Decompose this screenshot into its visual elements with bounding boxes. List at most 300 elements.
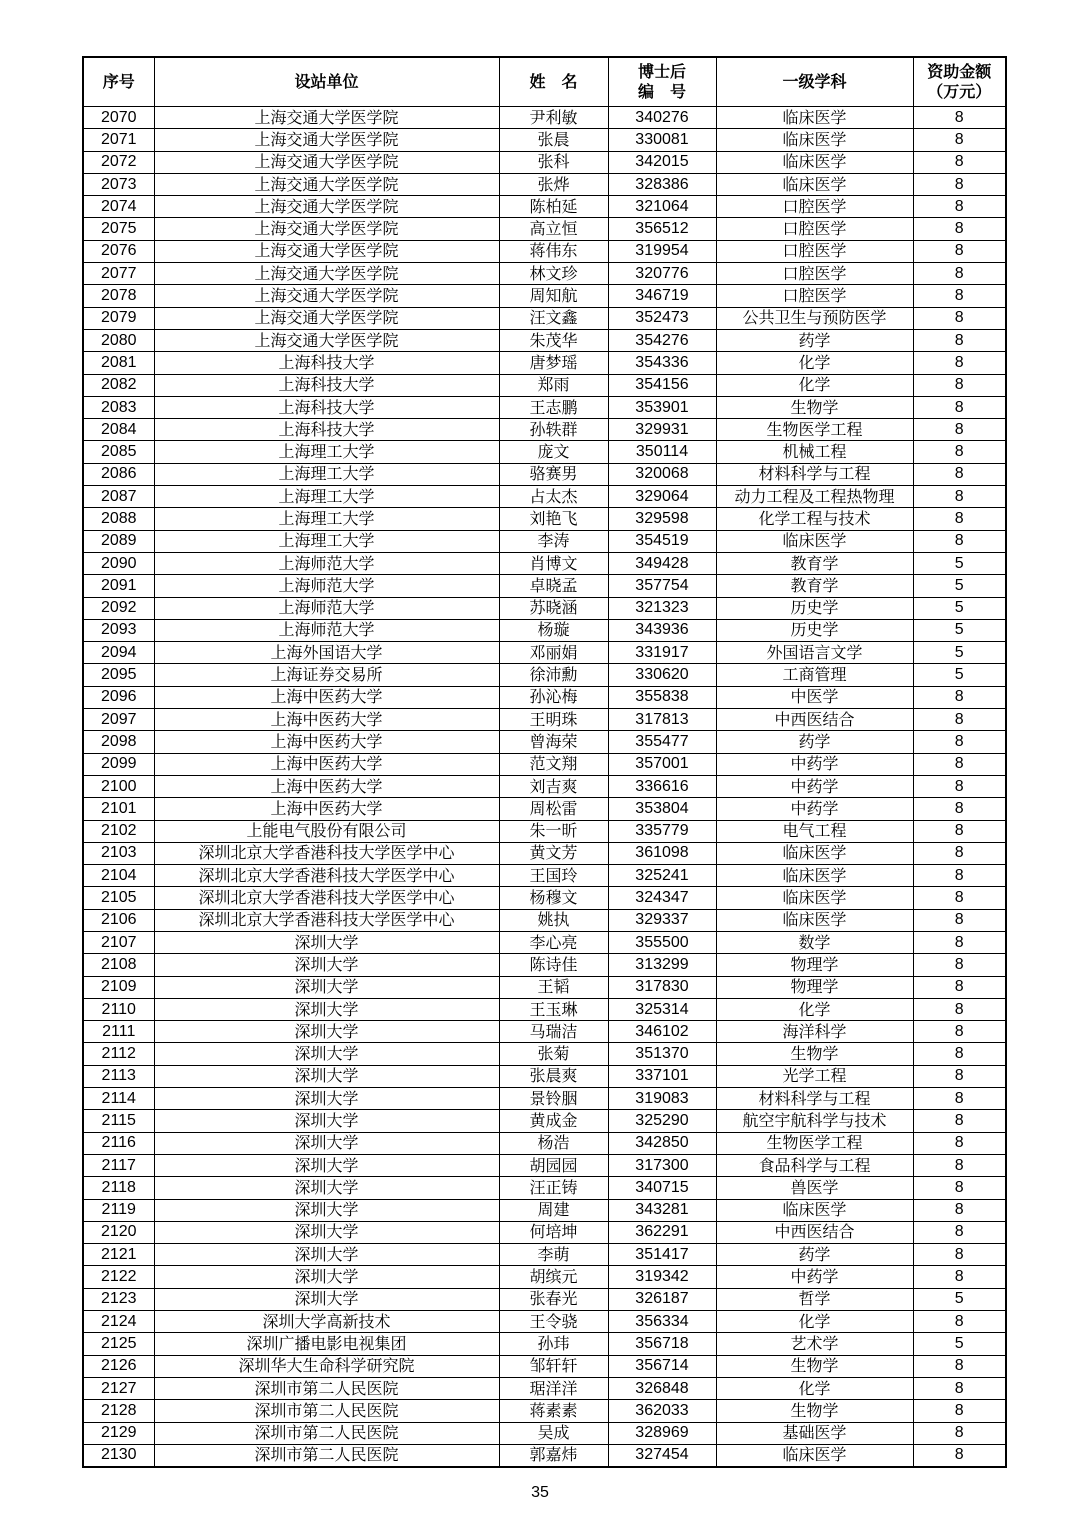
seq-cell: 2086 (83, 463, 154, 485)
name-cell: 邓丽娟 (499, 642, 608, 664)
name-cell: 李涛 (499, 530, 608, 552)
seq-cell: 2122 (83, 1266, 154, 1288)
seq-cell: 2072 (83, 151, 154, 173)
code-cell: 329931 (608, 419, 716, 441)
amount-cell: 8 (913, 1422, 1006, 1444)
name-cell: 曾海荣 (499, 731, 608, 753)
table-row (83, 1021, 1006, 1043)
table-row (83, 731, 1006, 753)
discipline-cell: 中药学 (716, 775, 913, 797)
seq-cell: 2081 (83, 352, 154, 374)
discipline-cell: 物理学 (716, 954, 913, 976)
unit-cell: 深圳广播电影电视集团 (154, 1333, 499, 1355)
unit-cell: 深圳大学 (154, 1266, 499, 1288)
amount-cell: 8 (913, 998, 1006, 1020)
discipline-cell: 材料科学与工程 (716, 1088, 913, 1110)
code-cell: 355500 (608, 931, 716, 953)
amount-cell: 8 (913, 931, 1006, 953)
discipline-cell: 航空宇航科学与技术 (716, 1110, 913, 1132)
name-cell: 王明珠 (499, 709, 608, 731)
amount-cell: 8 (913, 263, 1006, 285)
seq-cell: 2073 (83, 173, 154, 195)
name-cell: 唐梦瑶 (499, 352, 608, 374)
code-cell: 352473 (608, 307, 716, 329)
amount-cell: 8 (913, 775, 1006, 797)
code-cell: 340715 (608, 1177, 716, 1199)
name-cell: 孙轶群 (499, 419, 608, 441)
unit-cell: 深圳大学 (154, 1021, 499, 1043)
unit-cell: 深圳华大生命科学研究院 (154, 1355, 499, 1377)
unit-cell: 上海交通大学医学院 (154, 129, 499, 151)
name-cell: 邹轩轩 (499, 1355, 608, 1377)
unit-cell: 上海中医药大学 (154, 753, 499, 775)
discipline-cell: 哲学 (716, 1288, 913, 1310)
seq-cell: 2111 (83, 1021, 154, 1043)
code-cell: 356334 (608, 1311, 716, 1333)
name-cell: 尹利敏 (499, 107, 608, 129)
table-row (83, 575, 1006, 597)
code-cell: 353901 (608, 396, 716, 418)
seq-cell: 2084 (83, 419, 154, 441)
amount-cell: 8 (913, 686, 1006, 708)
seq-cell: 2088 (83, 508, 154, 530)
name-cell: 庞文 (499, 441, 608, 463)
amount-cell: 8 (913, 1043, 1006, 1065)
code-cell: 346719 (608, 285, 716, 307)
header-code (608, 57, 716, 107)
unit-cell: 上海师范大学 (154, 575, 499, 597)
code-cell: 356718 (608, 1333, 716, 1355)
discipline-cell: 中药学 (716, 753, 913, 775)
name-cell: 陈柏延 (499, 196, 608, 218)
table-row (83, 1444, 1006, 1467)
unit-cell: 上海交通大学医学院 (154, 240, 499, 262)
unit-cell: 深圳市第二人民医院 (154, 1444, 499, 1467)
table-row (83, 887, 1006, 909)
seq-cell: 2121 (83, 1244, 154, 1266)
code-cell: 351417 (608, 1244, 716, 1266)
amount-cell: 8 (913, 329, 1006, 351)
code-cell: 319342 (608, 1266, 716, 1288)
code-cell: 317300 (608, 1154, 716, 1176)
discipline-cell: 化学工程与技术 (716, 508, 913, 530)
seq-cell: 2079 (83, 307, 154, 329)
name-cell: 李萌 (499, 1244, 608, 1266)
code-cell: 355838 (608, 686, 716, 708)
code-cell: 317813 (608, 709, 716, 731)
unit-cell: 上海理工大学 (154, 463, 499, 485)
discipline-cell: 临床医学 (716, 842, 913, 864)
header-unit: 设站单位 (154, 57, 499, 107)
unit-cell: 深圳大学 (154, 1288, 499, 1310)
amount-cell: 8 (913, 374, 1006, 396)
name-cell: 周建 (499, 1199, 608, 1221)
table-row (83, 1110, 1006, 1132)
discipline-cell: 口腔医学 (716, 196, 913, 218)
name-cell: 肖博文 (499, 552, 608, 574)
discipline-cell: 药学 (716, 329, 913, 351)
name-cell: 王韬 (499, 976, 608, 998)
discipline-cell: 药学 (716, 731, 913, 753)
unit-cell: 上海交通大学医学院 (154, 151, 499, 173)
discipline-cell: 生物医学工程 (716, 419, 913, 441)
discipline-cell: 药学 (716, 1244, 913, 1266)
table-row (83, 775, 1006, 797)
code-cell: 331917 (608, 642, 716, 664)
table-row (83, 1154, 1006, 1176)
seq-cell: 2089 (83, 530, 154, 552)
name-cell: 徐沛勳 (499, 664, 608, 686)
amount-cell: 8 (913, 1021, 1006, 1043)
amount-cell: 8 (913, 820, 1006, 842)
table-row (83, 753, 1006, 775)
table-header (83, 57, 1006, 107)
amount-cell: 8 (913, 1065, 1006, 1087)
table-row (83, 642, 1006, 664)
name-cell: 王国玲 (499, 865, 608, 887)
seq-cell: 2083 (83, 396, 154, 418)
seq-cell: 2108 (83, 954, 154, 976)
code-cell: 313299 (608, 954, 716, 976)
seq-cell: 2082 (83, 374, 154, 396)
code-cell: 320068 (608, 463, 716, 485)
funding-table (82, 56, 1007, 1468)
discipline-cell: 物理学 (716, 976, 913, 998)
seq-cell: 2074 (83, 196, 154, 218)
discipline-cell: 化学 (716, 1311, 913, 1333)
amount-cell: 8 (913, 909, 1006, 931)
unit-cell: 上海中医药大学 (154, 798, 499, 820)
table-row (83, 374, 1006, 396)
discipline-cell: 临床医学 (716, 1199, 913, 1221)
table-row (83, 151, 1006, 173)
code-cell: 354336 (608, 352, 716, 374)
name-cell: 胡缤元 (499, 1266, 608, 1288)
unit-cell: 深圳大学 (154, 931, 499, 953)
discipline-cell: 临床医学 (716, 865, 913, 887)
name-cell: 琚洋洋 (499, 1377, 608, 1399)
seq-cell: 2076 (83, 240, 154, 262)
table-row (83, 1288, 1006, 1310)
table-row (83, 820, 1006, 842)
code-cell: 328969 (608, 1422, 716, 1444)
amount-cell: 8 (913, 1355, 1006, 1377)
seq-cell: 2109 (83, 976, 154, 998)
unit-cell: 深圳北京大学香港科技大学医学中心 (154, 865, 499, 887)
table-row (83, 1422, 1006, 1444)
table-row (83, 441, 1006, 463)
unit-cell: 深圳北京大学香港科技大学医学中心 (154, 887, 499, 909)
seq-cell: 2120 (83, 1221, 154, 1243)
discipline-cell: 口腔医学 (716, 240, 913, 262)
header-code-line2: 编 号 (637, 82, 686, 101)
table-row (83, 196, 1006, 218)
unit-cell: 深圳大学 (154, 1110, 499, 1132)
discipline-cell: 外国语言文学 (716, 642, 913, 664)
code-cell: 326848 (608, 1377, 716, 1399)
table-row (83, 709, 1006, 731)
name-cell: 杨穆文 (499, 887, 608, 909)
unit-cell: 上海交通大学医学院 (154, 107, 499, 129)
table-row (83, 931, 1006, 953)
unit-cell: 上海科技大学 (154, 352, 499, 374)
discipline-cell: 临床医学 (716, 107, 913, 129)
table-row (83, 1132, 1006, 1154)
seq-cell: 2070 (83, 107, 154, 129)
table-row (83, 285, 1006, 307)
amount-cell: 8 (913, 508, 1006, 530)
unit-cell: 上海证券交易所 (154, 664, 499, 686)
amount-cell: 8 (913, 486, 1006, 508)
name-cell: 胡园园 (499, 1154, 608, 1176)
unit-cell: 上海理工大学 (154, 486, 499, 508)
name-cell: 孙玮 (499, 1333, 608, 1355)
amount-cell: 8 (913, 798, 1006, 820)
seq-cell: 2099 (83, 753, 154, 775)
discipline-cell: 临床医学 (716, 909, 913, 931)
discipline-cell: 历史学 (716, 619, 913, 641)
code-cell: 354156 (608, 374, 716, 396)
amount-cell: 5 (913, 1288, 1006, 1310)
name-cell: 李心亮 (499, 931, 608, 953)
amount-cell: 8 (913, 753, 1006, 775)
table-row (83, 552, 1006, 574)
seq-cell: 2116 (83, 1132, 154, 1154)
seq-cell: 2119 (83, 1199, 154, 1221)
unit-cell: 深圳北京大学香港科技大学医学中心 (154, 909, 499, 931)
amount-cell: 5 (913, 619, 1006, 641)
code-cell: 342015 (608, 151, 716, 173)
code-cell: 351370 (608, 1043, 716, 1065)
code-cell: 324347 (608, 887, 716, 909)
amount-cell: 5 (913, 552, 1006, 574)
code-cell: 357754 (608, 575, 716, 597)
name-cell: 王志鹏 (499, 396, 608, 418)
amount-cell: 8 (913, 173, 1006, 195)
table-row (83, 954, 1006, 976)
seq-cell: 2113 (83, 1065, 154, 1087)
seq-cell: 2093 (83, 619, 154, 641)
table-row (83, 1333, 1006, 1355)
name-cell: 周松雷 (499, 798, 608, 820)
code-cell: 336616 (608, 775, 716, 797)
amount-cell: 8 (913, 1311, 1006, 1333)
unit-cell: 上海交通大学医学院 (154, 329, 499, 351)
discipline-cell: 生物学 (716, 1400, 913, 1422)
seq-cell: 2103 (83, 842, 154, 864)
table-row (83, 218, 1006, 240)
discipline-cell: 机械工程 (716, 441, 913, 463)
table-row (83, 1377, 1006, 1399)
code-cell: 346102 (608, 1021, 716, 1043)
table-row (83, 173, 1006, 195)
name-cell: 张菊 (499, 1043, 608, 1065)
code-cell: 343281 (608, 1199, 716, 1221)
header-code-line1: 博士后 (637, 62, 686, 81)
amount-cell: 8 (913, 218, 1006, 240)
amount-cell: 8 (913, 865, 1006, 887)
discipline-cell: 生物医学工程 (716, 1132, 913, 1154)
discipline-cell: 化学 (716, 998, 913, 1020)
seq-cell: 2071 (83, 129, 154, 151)
amount-cell: 8 (913, 842, 1006, 864)
name-cell: 蒋素素 (499, 1400, 608, 1422)
discipline-cell: 材料科学与工程 (716, 463, 913, 485)
amount-cell: 8 (913, 129, 1006, 151)
name-cell: 王玉琳 (499, 998, 608, 1020)
unit-cell: 深圳市第二人民医院 (154, 1377, 499, 1399)
table-row (83, 307, 1006, 329)
page-number: 35 (531, 1484, 549, 1501)
table-row (83, 1244, 1006, 1266)
amount-cell: 8 (913, 954, 1006, 976)
unit-cell: 深圳大学高新技术 (154, 1311, 499, 1333)
amount-cell: 8 (913, 976, 1006, 998)
code-cell: 326187 (608, 1288, 716, 1310)
seq-cell: 2115 (83, 1110, 154, 1132)
discipline-cell: 临床医学 (716, 129, 913, 151)
table-row (83, 1199, 1006, 1221)
table-row (83, 1400, 1006, 1422)
table-row (83, 530, 1006, 552)
amount-cell: 8 (913, 352, 1006, 374)
amount-cell: 8 (913, 709, 1006, 731)
unit-cell: 上海师范大学 (154, 552, 499, 574)
code-cell: 321323 (608, 597, 716, 619)
discipline-cell: 数学 (716, 931, 913, 953)
seq-cell: 2130 (83, 1444, 154, 1467)
discipline-cell: 动力工程及工程热物理 (716, 486, 913, 508)
unit-cell: 上海外国语大学 (154, 642, 499, 664)
amount-cell: 8 (913, 1177, 1006, 1199)
seq-cell: 2129 (83, 1422, 154, 1444)
name-cell: 吴成 (499, 1422, 608, 1444)
amount-cell: 8 (913, 731, 1006, 753)
name-cell: 林文珍 (499, 263, 608, 285)
unit-cell: 上海交通大学医学院 (154, 263, 499, 285)
seq-cell: 2094 (83, 642, 154, 664)
code-cell: 317830 (608, 976, 716, 998)
unit-cell: 深圳大学 (154, 1043, 499, 1065)
table-row (83, 1088, 1006, 1110)
unit-cell: 上海科技大学 (154, 419, 499, 441)
discipline-cell: 生物学 (716, 1355, 913, 1377)
discipline-cell: 历史学 (716, 597, 913, 619)
header-discipline: 一级学科 (716, 57, 913, 107)
name-cell: 朱一昕 (499, 820, 608, 842)
discipline-cell: 化学 (716, 352, 913, 374)
unit-cell: 上海中医药大学 (154, 775, 499, 797)
seq-cell: 2118 (83, 1177, 154, 1199)
unit-cell: 深圳大学 (154, 1132, 499, 1154)
discipline-cell: 口腔医学 (716, 218, 913, 240)
discipline-cell: 中药学 (716, 798, 913, 820)
unit-cell: 上海科技大学 (154, 396, 499, 418)
unit-cell: 上海中医药大学 (154, 709, 499, 731)
name-cell: 骆赛男 (499, 463, 608, 485)
code-cell: 328386 (608, 173, 716, 195)
seq-cell: 2078 (83, 285, 154, 307)
name-cell: 王令骁 (499, 1311, 608, 1333)
seq-cell: 2104 (83, 865, 154, 887)
amount-cell: 8 (913, 887, 1006, 909)
discipline-cell: 教育学 (716, 552, 913, 574)
amount-cell: 8 (913, 1244, 1006, 1266)
code-cell: 321064 (608, 196, 716, 218)
table-row (83, 396, 1006, 418)
header-row (83, 57, 1006, 107)
table-row (83, 1177, 1006, 1199)
amount-cell: 8 (913, 1377, 1006, 1399)
name-cell: 蒋伟东 (499, 240, 608, 262)
discipline-cell: 口腔医学 (716, 263, 913, 285)
seq-cell: 2077 (83, 263, 154, 285)
name-cell: 杨浩 (499, 1132, 608, 1154)
discipline-cell: 临床医学 (716, 887, 913, 909)
seq-cell: 2091 (83, 575, 154, 597)
amount-cell: 8 (913, 151, 1006, 173)
unit-cell: 深圳大学 (154, 954, 499, 976)
amount-cell: 8 (913, 530, 1006, 552)
seq-cell: 2092 (83, 597, 154, 619)
table-row (83, 1311, 1006, 1333)
unit-cell: 上海师范大学 (154, 619, 499, 641)
code-cell: 319083 (608, 1088, 716, 1110)
table-row (83, 263, 1006, 285)
discipline-cell: 生物学 (716, 1043, 913, 1065)
code-cell: 325290 (608, 1110, 716, 1132)
name-cell: 景铃胭 (499, 1088, 608, 1110)
table-row (83, 597, 1006, 619)
unit-cell: 上海理工大学 (154, 441, 499, 463)
name-cell: 张春光 (499, 1288, 608, 1310)
table-row (83, 1355, 1006, 1377)
unit-cell: 深圳大学 (154, 1088, 499, 1110)
discipline-cell: 化学 (716, 374, 913, 396)
name-cell: 汪正铸 (499, 1177, 608, 1199)
code-cell: 357001 (608, 753, 716, 775)
name-cell: 张科 (499, 151, 608, 173)
seq-cell: 2096 (83, 686, 154, 708)
amount-cell: 8 (913, 1266, 1006, 1288)
amount-cell: 5 (913, 597, 1006, 619)
unit-cell: 深圳市第二人民医院 (154, 1400, 499, 1422)
amount-cell: 5 (913, 664, 1006, 686)
discipline-cell: 生物学 (716, 396, 913, 418)
name-cell: 周知航 (499, 285, 608, 307)
name-cell: 孙沁梅 (499, 686, 608, 708)
code-cell: 356714 (608, 1355, 716, 1377)
name-cell: 杨璇 (499, 619, 608, 641)
table-row (83, 998, 1006, 1020)
header-amount (913, 57, 1006, 107)
unit-cell: 上海交通大学医学院 (154, 307, 499, 329)
unit-cell: 上能电气股份有限公司 (154, 820, 499, 842)
table-row (83, 486, 1006, 508)
seq-cell: 2110 (83, 998, 154, 1020)
unit-cell: 上海交通大学医学院 (154, 196, 499, 218)
amount-cell: 8 (913, 463, 1006, 485)
name-cell: 苏晓涵 (499, 597, 608, 619)
unit-cell: 深圳大学 (154, 1221, 499, 1243)
unit-cell: 上海科技大学 (154, 374, 499, 396)
name-cell: 占太杰 (499, 486, 608, 508)
code-cell: 361098 (608, 842, 716, 864)
unit-cell: 深圳大学 (154, 976, 499, 998)
amount-cell: 8 (913, 1221, 1006, 1243)
name-cell: 朱茂华 (499, 329, 608, 351)
code-cell: 327454 (608, 1444, 716, 1467)
